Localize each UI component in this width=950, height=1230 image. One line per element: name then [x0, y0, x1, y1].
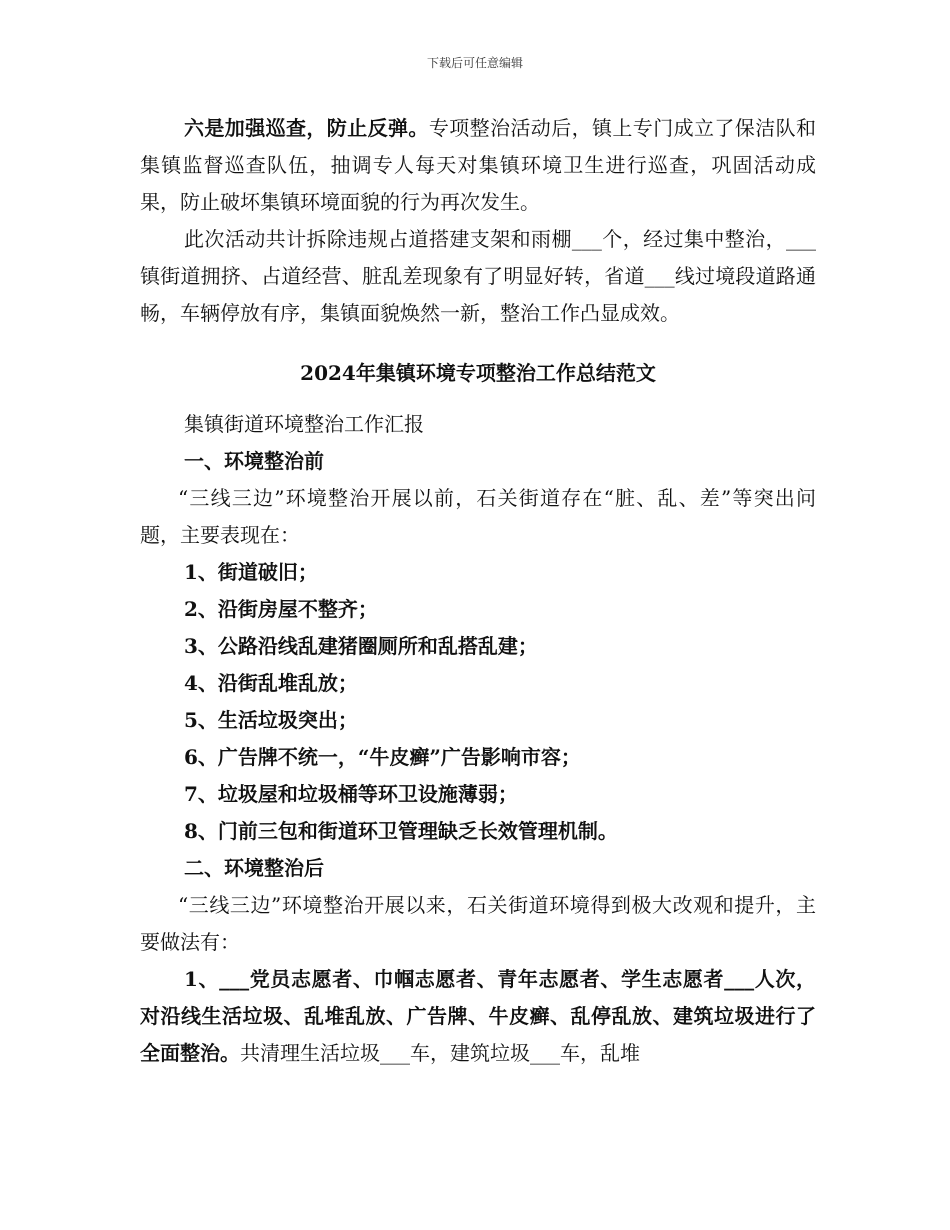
paragraph-results: 此次活动共计拆除违规占道搭建支架和雨棚___个，经过集中整治，___镇街道拥挤、占道经营、脏乱差现象有了明显好转，省道___线过境段道路通畅，车辆停放有序，集镇面貌焕然一新，整治工作凸显成效。 [140, 227, 816, 325]
section-intro-before: “三线三边”环境整治开展以前，石关街道存在“脏、乱、差”等突出问题，主要表现在： [140, 486, 816, 547]
list-item: 5、生活垃圾突出； [184, 708, 358, 732]
list-item: 2、沿街房屋不整齐； [184, 597, 378, 621]
paragraph-text: 共清理生活垃圾___车，建筑垃圾___车，乱堆 [240, 1041, 640, 1065]
paragraph-measures [140, 961, 816, 1072]
section-intro-after: “三线三边”环境整治开展以来，石关街道环境得到极大改观和提升，主要做法有： [140, 893, 816, 954]
document-body [140, 110, 816, 1072]
list-item: 8、门前三包和街道环卫管理缺乏长效管理机制。 [184, 819, 618, 843]
list-item: 7、垃圾屋和垃圾桶等环卫设施薄弱； [184, 782, 518, 806]
paragraph-text: 专项整治活动后，镇上专门成立了保洁队和集镇监督巡查队伍，抽调专人每天对集镇环境卫生进行巡查，巩固活动成果，防止破坏集镇环境面貌的行为再次发生。 [140, 116, 817, 214]
document-title: 2024年集镇环境专项整治工作总结范文 [300, 361, 656, 385]
paragraph-lead-bold: 1、___党员志愿者、巾帼志愿者、青年志愿者、学生志愿者___人次，对沿线生活垃圾、乱堆乱放、广告牌、牛皮癣、乱停乱放、建筑垃圾进行了全面整治。 [140, 967, 816, 1065]
list-item: 3、公路沿线乱建猪圈厕所和乱搭乱建； [184, 634, 538, 658]
section-heading-after: 二、环境整治后 [184, 856, 324, 880]
list-item: 6、广告牌不统一，“牛皮癣”广告影响市容； [184, 745, 581, 769]
section-heading-before: 一、环境整治前 [184, 449, 324, 473]
paragraph-inspection [140, 110, 816, 221]
paragraph-lead-bold: 六是加强巡查，防止反弹。 [184, 116, 429, 140]
list-item: 4、沿街乱堆乱放； [184, 671, 358, 695]
report-subtitle: 集镇街道环境整治工作汇报 [184, 412, 424, 436]
list-item: 1、街道破旧； [184, 560, 318, 584]
page-header: 下载后可任意编辑 [426, 56, 523, 70]
